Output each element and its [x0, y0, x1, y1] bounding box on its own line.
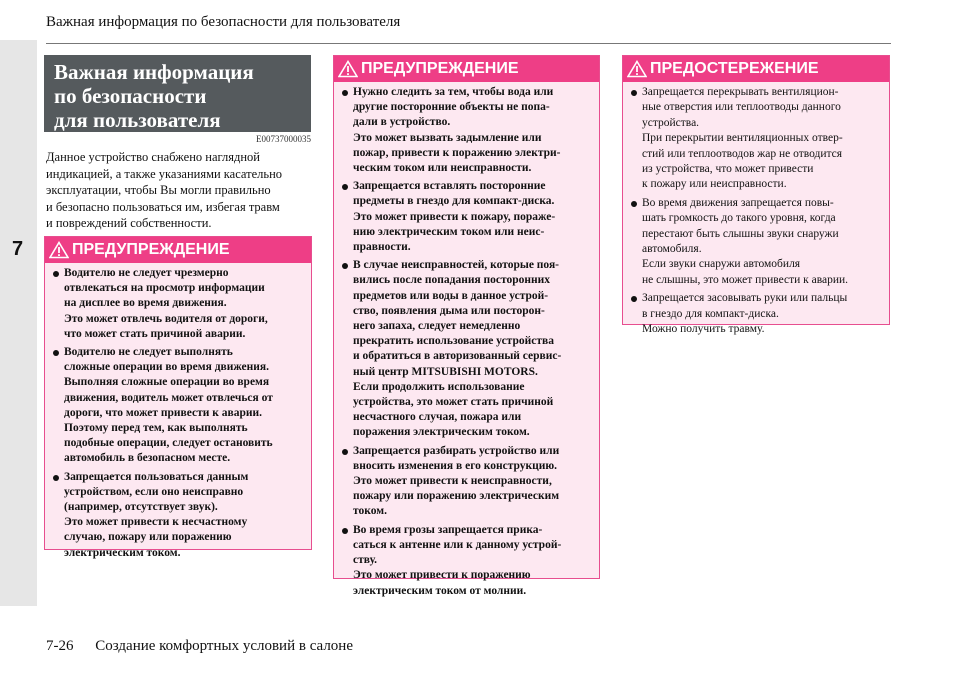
- warning-item-line: ный центр MITSUBISHI MOTORS.: [353, 365, 538, 378]
- warning-item: [631, 85, 883, 193]
- warning-item-line: Это может привести к пожару, пораже-: [353, 210, 556, 223]
- warning-item-line: другие посторонние объекты не попа-: [353, 101, 550, 114]
- warning-item-line: Это может привести к поражению: [353, 569, 531, 582]
- warning-item-line: Это может отвлечь водителя от дороги,: [64, 312, 268, 325]
- warning-item-line: него запаха, следует немедленно: [353, 320, 521, 333]
- warning-item-text: [64, 266, 268, 342]
- warning-item-line: поражения электрическим током.: [353, 426, 530, 439]
- warning-item-line: Запрещается вставлять посторонние: [353, 180, 546, 193]
- warning-item-line: Можно получить травму.: [642, 323, 765, 336]
- bullet-dot-icon: [342, 263, 348, 269]
- warning-item-line: автомобиля.: [642, 243, 702, 256]
- warning-item-text: [353, 444, 559, 520]
- warning-item-line: Это может привести к несчастному: [64, 516, 248, 529]
- page-footer: [46, 638, 353, 655]
- warning-item-line: Это может привести к неисправности,: [353, 475, 552, 488]
- bullet-dot-icon: [342, 184, 348, 190]
- warning-item-line: током.: [353, 505, 387, 518]
- warning-item-line: Запрещается перекрывать вентиляцион-: [642, 86, 839, 98]
- bullet-dot-icon: [631, 296, 637, 302]
- warning-item-line: Водителю не следует выполнять: [64, 346, 233, 359]
- intro-line: индикацией, а также указаниями касательно: [46, 166, 283, 181]
- warning-item-line: пожару или поражению электрическим: [353, 490, 560, 503]
- warning-item-line: ству.: [353, 554, 378, 567]
- warning-item-line: на дисплее во время движения.: [64, 297, 227, 310]
- warning-body: [334, 82, 599, 606]
- bullet-dot-icon: [631, 201, 637, 207]
- warning-item-line: подобные операции, следует остановить: [64, 437, 273, 450]
- warning-item-line: (например, отсутствует звук).: [64, 501, 218, 514]
- section-title-line: для пользователя: [54, 108, 221, 132]
- section-title-line: по безопасности: [54, 84, 207, 108]
- warning-label: ПРЕДУПРЕЖДЕНИЕ: [72, 241, 230, 258]
- section-title-line: Важная информация: [54, 60, 254, 84]
- warning-item-line: движения, водитель может отвлечься от: [64, 391, 273, 404]
- warning-item-line: устройством, если оно неисправно: [64, 485, 244, 498]
- intro-line: и повреждений собственности.: [46, 216, 212, 230]
- header-divider: [46, 43, 891, 44]
- warning-item-text: [353, 523, 561, 599]
- warning-item-text: [353, 179, 555, 255]
- intro-line: и безопасно пользоваться им, избегая травм: [46, 199, 280, 214]
- warning-item-line: Выполняя сложные операции во время: [64, 376, 270, 389]
- warning-item-text: [64, 345, 273, 467]
- bullet-dot-icon: [53, 271, 59, 277]
- warning-item-line: предметов или воды в данное устрой-: [353, 289, 549, 302]
- warning-item-line: случаю, пожару или поражению: [64, 531, 232, 544]
- warning-item-line: устройства.: [642, 116, 700, 129]
- bullet-dot-icon: [342, 90, 348, 96]
- warning-item-line: Запрещается засовывать руки или пальцы: [642, 292, 848, 305]
- warning-box-middle: [333, 55, 600, 597]
- warning-header: [623, 56, 889, 82]
- warning-item: [53, 266, 305, 342]
- chapter-number: 7: [12, 238, 24, 260]
- warning-item: [53, 345, 305, 467]
- warning-box-left: [44, 236, 312, 559]
- warning-item-line: устройства, это может стать причиной: [353, 396, 554, 409]
- warning-item-line: стий или теплоотводов жар не отводится: [642, 147, 843, 160]
- warning-item: [342, 523, 593, 599]
- warning-item-text: [642, 196, 848, 288]
- warning-item-line: нию электрическим током или неис-: [353, 225, 545, 238]
- warning-item-line: Это может вызвать задымление или: [353, 131, 542, 144]
- warning-item-line: отвлекаться на просмотр информации: [64, 282, 265, 295]
- warning-item-text: [64, 470, 248, 561]
- chapter-sidebar: [0, 40, 37, 606]
- warning-item-line: саться к антенне или к данному устрой-: [353, 538, 562, 551]
- warning-item-line: и обратиться в авторизованный сервис-: [353, 350, 562, 363]
- warning-item-line: прекратить использование устройства: [353, 335, 554, 348]
- warning-body: [45, 263, 311, 568]
- warning-item: [631, 291, 883, 337]
- warning-item-line: не слышны, это может привести к аварии.: [642, 273, 849, 286]
- warning-item-text: [642, 85, 843, 193]
- bullet-dot-icon: [53, 475, 59, 481]
- warning-item-line: ные отверстия или теплоотводы данного: [642, 101, 841, 114]
- warning-item-line: что может стать причиной аварии.: [64, 327, 246, 340]
- warning-label: ПРЕДУПРЕЖДЕНИЕ: [361, 60, 519, 77]
- warning-item: [342, 444, 593, 520]
- warning-item-line: в гнездо для компакт-диска.: [642, 307, 779, 320]
- warning-item-line: сложные операции во время движения.: [64, 361, 270, 374]
- warning-item-line: Во время движения запрещается повы-: [642, 196, 834, 209]
- intro-line: Данное устройство снабжено наглядной: [46, 150, 260, 164]
- bullet-dot-icon: [342, 528, 348, 534]
- warning-item-line: При перекрытии вентиляционных отвер-: [642, 132, 843, 145]
- intro-line: эксплуатации, чтобы Вы могли правильно: [46, 183, 271, 197]
- footer-section: Создание комфортных условий в салоне: [95, 638, 353, 654]
- warning-item-line: Нужно следить за тем, чтобы вода или: [353, 86, 554, 98]
- bullet-dot-icon: [53, 350, 59, 356]
- warning-item-line: Во время грозы запрещается прика-: [353, 523, 543, 536]
- section-title-box: [44, 55, 311, 132]
- warning-item-line: дороги, что может привести к аварии.: [64, 406, 262, 419]
- page-number: 7-26: [46, 638, 74, 654]
- warning-item-line: вносить изменения в его конструкцию.: [353, 459, 558, 472]
- warning-item-line: электрическим током.: [64, 546, 181, 559]
- warning-item-line: дали в устройство.: [353, 116, 451, 129]
- warning-item-line: ческим током или неисправности.: [353, 162, 532, 175]
- document-code: E00737000035: [256, 134, 311, 144]
- bullet-dot-icon: [342, 449, 348, 455]
- warning-item-line: Если продолжить использование: [353, 380, 525, 393]
- warning-item: [631, 196, 883, 288]
- warning-header: [45, 237, 311, 263]
- warning-triangle-icon: [49, 241, 69, 259]
- warning-item-text: [353, 258, 561, 440]
- warning-item-line: несчастного случая, пожара или: [353, 411, 522, 424]
- warning-triangle-icon: [338, 60, 358, 78]
- warning-item-line: электрическим током от молнии.: [353, 584, 527, 597]
- intro-paragraph: [46, 149, 314, 232]
- warning-item-line: автомобиль в безопасном месте.: [64, 452, 231, 465]
- warning-item-line: из устройства, что может привести: [642, 163, 814, 176]
- warning-item-line: В случае неисправностей, которые поя-: [353, 259, 560, 272]
- warning-item: [53, 470, 305, 561]
- warning-item-line: к пожару или неисправности.: [642, 178, 787, 191]
- warning-item-line: Если звуки снаружи автомобиля: [642, 258, 801, 271]
- warning-label: ПРЕДОСТЕРЕЖЕНИЕ: [650, 60, 819, 77]
- warning-item-line: Запрещается разбирать устройство или: [353, 444, 560, 457]
- warning-item-line: вились после попадания посторонних: [353, 274, 551, 287]
- warning-item-line: Запрещается пользоваться данным: [64, 470, 249, 483]
- warning-item-line: шать громкость до такого уровня, когда: [642, 212, 836, 225]
- warning-body: [623, 82, 889, 345]
- warning-header: [334, 56, 599, 82]
- page-header-title: Важная информация по безопасности для пользователя: [46, 14, 401, 30]
- warning-triangle-icon: [627, 60, 647, 78]
- warning-item-line: пожар, привести к поражению электри-: [353, 146, 561, 159]
- warning-item-text: [642, 291, 847, 337]
- warning-item: [342, 179, 593, 255]
- warning-item-text: [353, 85, 561, 176]
- warning-item-line: Водителю не следует чрезмерно: [64, 267, 229, 279]
- caution-box: [622, 55, 890, 336]
- warning-item: [342, 258, 593, 440]
- bullet-dot-icon: [631, 90, 637, 96]
- warning-item-line: Поэтому перед тем, как выполнять: [64, 422, 248, 435]
- warning-item-line: правности.: [353, 241, 411, 254]
- warning-item-line: перестают быть слышны звуки снаружи: [642, 227, 839, 240]
- warning-item-line: предметы в гнездо для компакт-диска.: [353, 195, 555, 208]
- warning-item: [342, 85, 593, 176]
- warning-item-line: ство, появления дыма или посторон-: [353, 304, 545, 317]
